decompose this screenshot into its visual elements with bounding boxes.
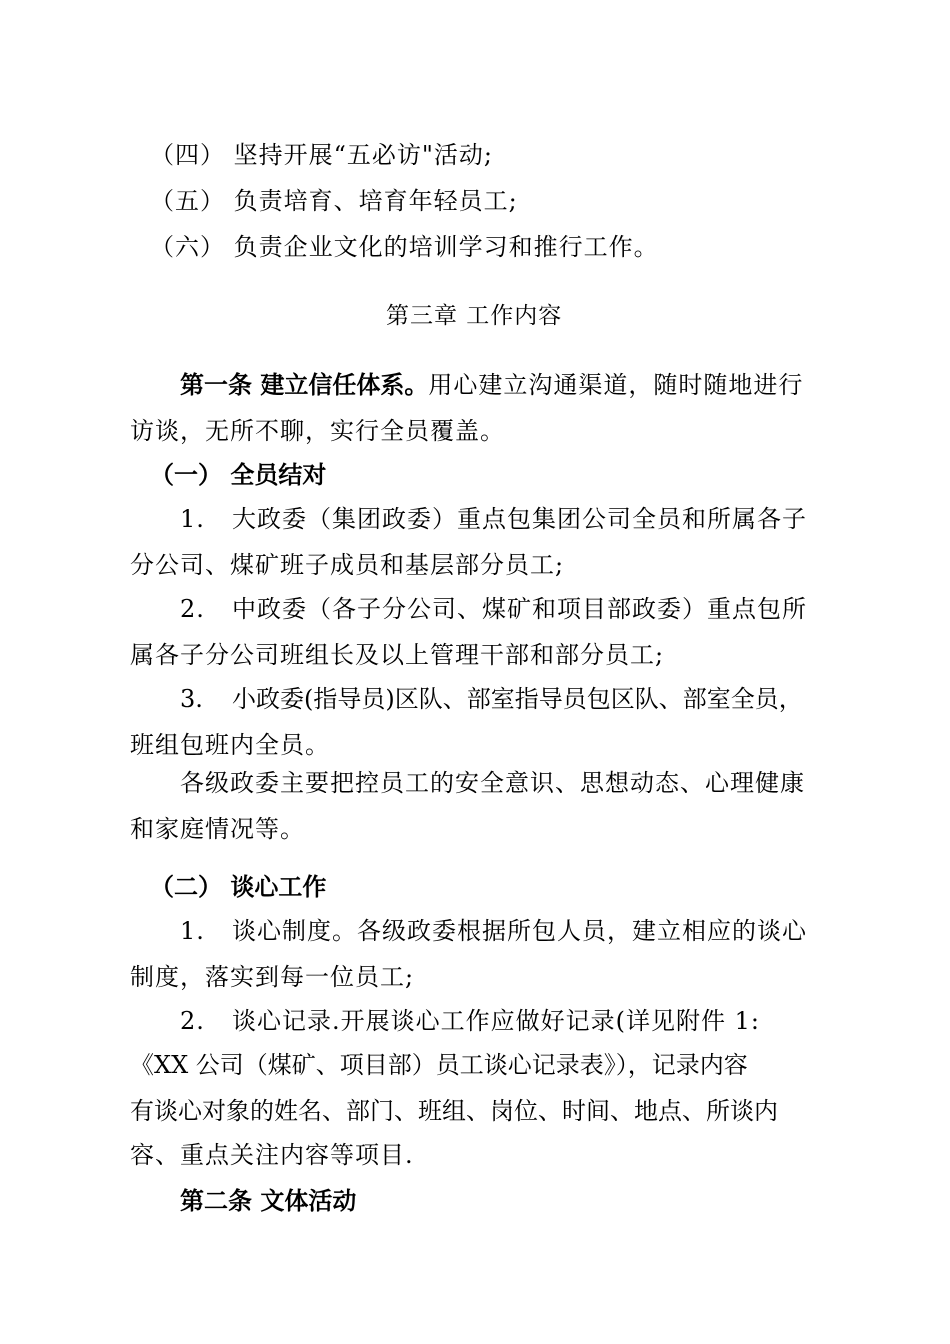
item-number: 2. bbox=[180, 1007, 205, 1035]
article-1-second-line: 访谈，无所不聊，实行全员覆盖。 bbox=[130, 417, 505, 445]
section-1-heading: （一） 全员结对 bbox=[150, 460, 327, 489]
item-text: 谈心记录.开展谈心工作应做好记录(详见附件 1: bbox=[232, 1007, 760, 1035]
item-text: 小政委(指导员)区队、部室指导员包区队、部室全员， bbox=[232, 685, 803, 713]
item-number: 1. bbox=[180, 505, 205, 533]
article-1-text: 用心建立沟通渠道，随时随地进行 bbox=[428, 371, 804, 399]
section-2-item-2 bbox=[180, 1006, 760, 1036]
section-2-item-2-cont-3: 容、重点关注内容等项目. bbox=[130, 1141, 414, 1169]
section-1-item-1-cont: 分公司、煤矿班子成员和基层部分员工; bbox=[130, 551, 565, 579]
section-2-item-2-cont-2: 有谈心对象的姓名、部门、班组、岗位、时间、地点、所谈内 bbox=[130, 1097, 778, 1125]
section-1-item-3 bbox=[180, 684, 803, 714]
article-1-label: 第一条 建立信任体系。 bbox=[180, 370, 429, 399]
item-number: 1. bbox=[180, 917, 205, 945]
section-1-item-2 bbox=[180, 594, 807, 624]
section-2-item-1-cont: 制度，落实到每一位员工; bbox=[130, 963, 415, 991]
item-number: 3. bbox=[180, 685, 203, 713]
section-1-item-1 bbox=[180, 504, 807, 534]
item-text: 中政委（各子分公司、煤矿和项目部政委）重点包所 bbox=[232, 595, 807, 623]
section-1-item-3-cont: 班组包班内全员。 bbox=[130, 731, 330, 759]
article-1-first-line bbox=[180, 370, 803, 400]
section-1-summary-cont: 和家庭情况等。 bbox=[130, 815, 305, 843]
section-2-item-2-cont-1: 《XX 公司（煤矿、项目部）员工谈心记录表》），记录内容 bbox=[130, 1051, 748, 1079]
article-2-label: 第二条 文体活动 bbox=[180, 1186, 357, 1215]
section-1-summary: 各级政委主要把控员工的安全意识、思想动态、心理健康 bbox=[180, 769, 805, 797]
item-text: 谈心制度。各级政委根据所包人员，建立相应的谈心 bbox=[232, 917, 807, 945]
section-2-item-1 bbox=[180, 916, 807, 946]
list-item-4: （四） 坚持开展“五必访"活动; bbox=[150, 141, 494, 169]
list-item-5: （五） 负责培育、培育年轻员工; bbox=[150, 187, 518, 215]
section-2-heading: （二） 谈心工作 bbox=[150, 872, 327, 901]
item-text: 大政委（集团政委）重点包集团公司全员和所属各子 bbox=[232, 505, 807, 533]
chapter-title: 第三章 工作内容 bbox=[386, 303, 563, 329]
item-number: 2. bbox=[180, 595, 205, 623]
list-item-6: （六） 负责企业文化的培训学习和推行工作。 bbox=[150, 233, 659, 261]
section-1-item-2-cont: 属各子分公司班组长及以上管理干部和部分员工; bbox=[130, 641, 665, 669]
